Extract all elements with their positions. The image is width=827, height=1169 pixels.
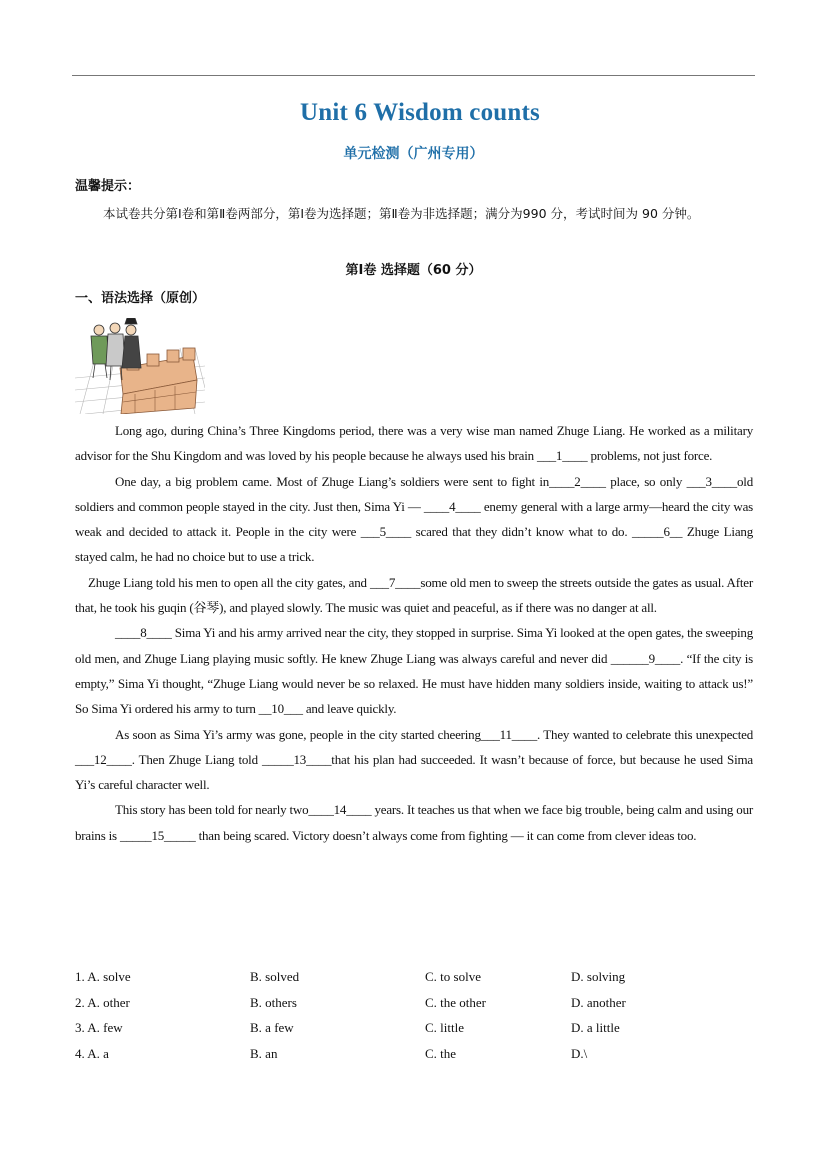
passage-paragraph: One day, a big problem came. Most of Zhuge Liang’s soldiers were sent to fight in____2____ place, so only ___3____old soldiers and common people stayed in the city. Just then, Sima Yi — ____4____ enemy general with a large army—heard the city was weak and decided to attack it. People in the city were ___5____ scared that they didn’t know what to do. _____6__ Zhuge Liang stayed calm, he had no choice but to use a trick.	[75, 473, 753, 565]
question-2-options	[75, 991, 755, 1017]
section-heading: 第Ⅰ卷 选择题（60 分）	[345, 263, 482, 278]
option-d: D. another	[571, 994, 626, 1010]
question-3-options	[75, 1016, 755, 1042]
tips-heading: 温馨提示：	[75, 179, 141, 194]
question-1-options	[75, 965, 755, 991]
option-c: C. to solve	[425, 969, 481, 984]
option-c: C. the	[425, 1045, 457, 1061]
passage-paragraph: This story has been told for nearly two____14____ years. It teaches us that when we face big trouble, being calm and using our brains is _____15_____ than being scared. Victory doesn’t always come from fighting — it can come from clever ideas too.	[75, 802, 753, 843]
option-c: C. the other	[425, 994, 487, 1010]
option-a: 1. A. solve	[75, 969, 131, 984]
passage-paragraph: As soon as Sima Yi’s army was gone, people in the city started cheering___11____. They wanted to celebrate this unexpected ___12____. Then Zhuge Liang told _____13____that his plan had succeeded. It wasn’t because of force, but because he used Sima Yi’s careful character well.	[75, 726, 753, 793]
option-a: 3. A. few	[75, 1020, 123, 1035]
option-d: D.\	[571, 1045, 588, 1061]
question-4-options	[75, 1042, 755, 1068]
passage-paragraph: Long ago, during China’s Three Kingdoms period, there was a very wise man named Zhuge Liang. He worked as a military advisor for the Shu Kingdom and was loved by his people because he always used his brain ___1____ problems, not just force.	[75, 423, 753, 464]
option-d: D. solving	[571, 969, 626, 984]
answer-options	[75, 965, 755, 1067]
tips-text: 本试卷共分第Ⅰ卷和第Ⅱ卷两部分，第Ⅰ卷为选择题；第Ⅱ卷为非选择题；满分为990 分，考试时间为 90 分钟。	[103, 206, 700, 221]
option-b: B. solved	[250, 969, 300, 984]
option-b: B. a few	[250, 1020, 294, 1035]
option-c: C. little	[425, 1020, 464, 1035]
reading-passage	[75, 418, 753, 848]
header-rule	[72, 75, 755, 76]
passage-paragraph: ____8____ Sima Yi and his army arrived near the city, they stopped in surprise. Sima Yi looked at the open gates, the sweeping old men, and Zhuge Liang playing music softly. He knew Zhuge Liang was always careful and never did ______9____. “If the city is empty,” Sima Yi thought, “Zhuge Liang would never be so relaxed. He must have hidden many soldiers inside, waiting to attack us!” So Sima Yi ordered his army to turn __10___ and leave quickly.	[75, 625, 753, 717]
part-heading: 一、语法选择（原创）	[75, 291, 206, 306]
passage-paragraph: Zhuge Liang told his men to open all the city gates, and ___7____some old men to sweep the streets outside the gates as usual. After that, he took his guqin (谷琴), and played slowly. The music was quiet and peaceful, as if there was no danger at all.	[75, 574, 753, 616]
option-d: D. a little	[571, 1020, 620, 1035]
option-a: 2. A. other	[75, 994, 130, 1010]
page-subtitle: 单元检测（广州专用）	[343, 146, 484, 162]
page-title: Unit 6 Wisdom counts	[300, 99, 540, 126]
option-b: B. others	[250, 994, 297, 1010]
cartoon-city-wall-icon	[75, 318, 205, 414]
option-b: B. an	[250, 1045, 278, 1061]
option-a: 4. A. a	[75, 1045, 109, 1061]
